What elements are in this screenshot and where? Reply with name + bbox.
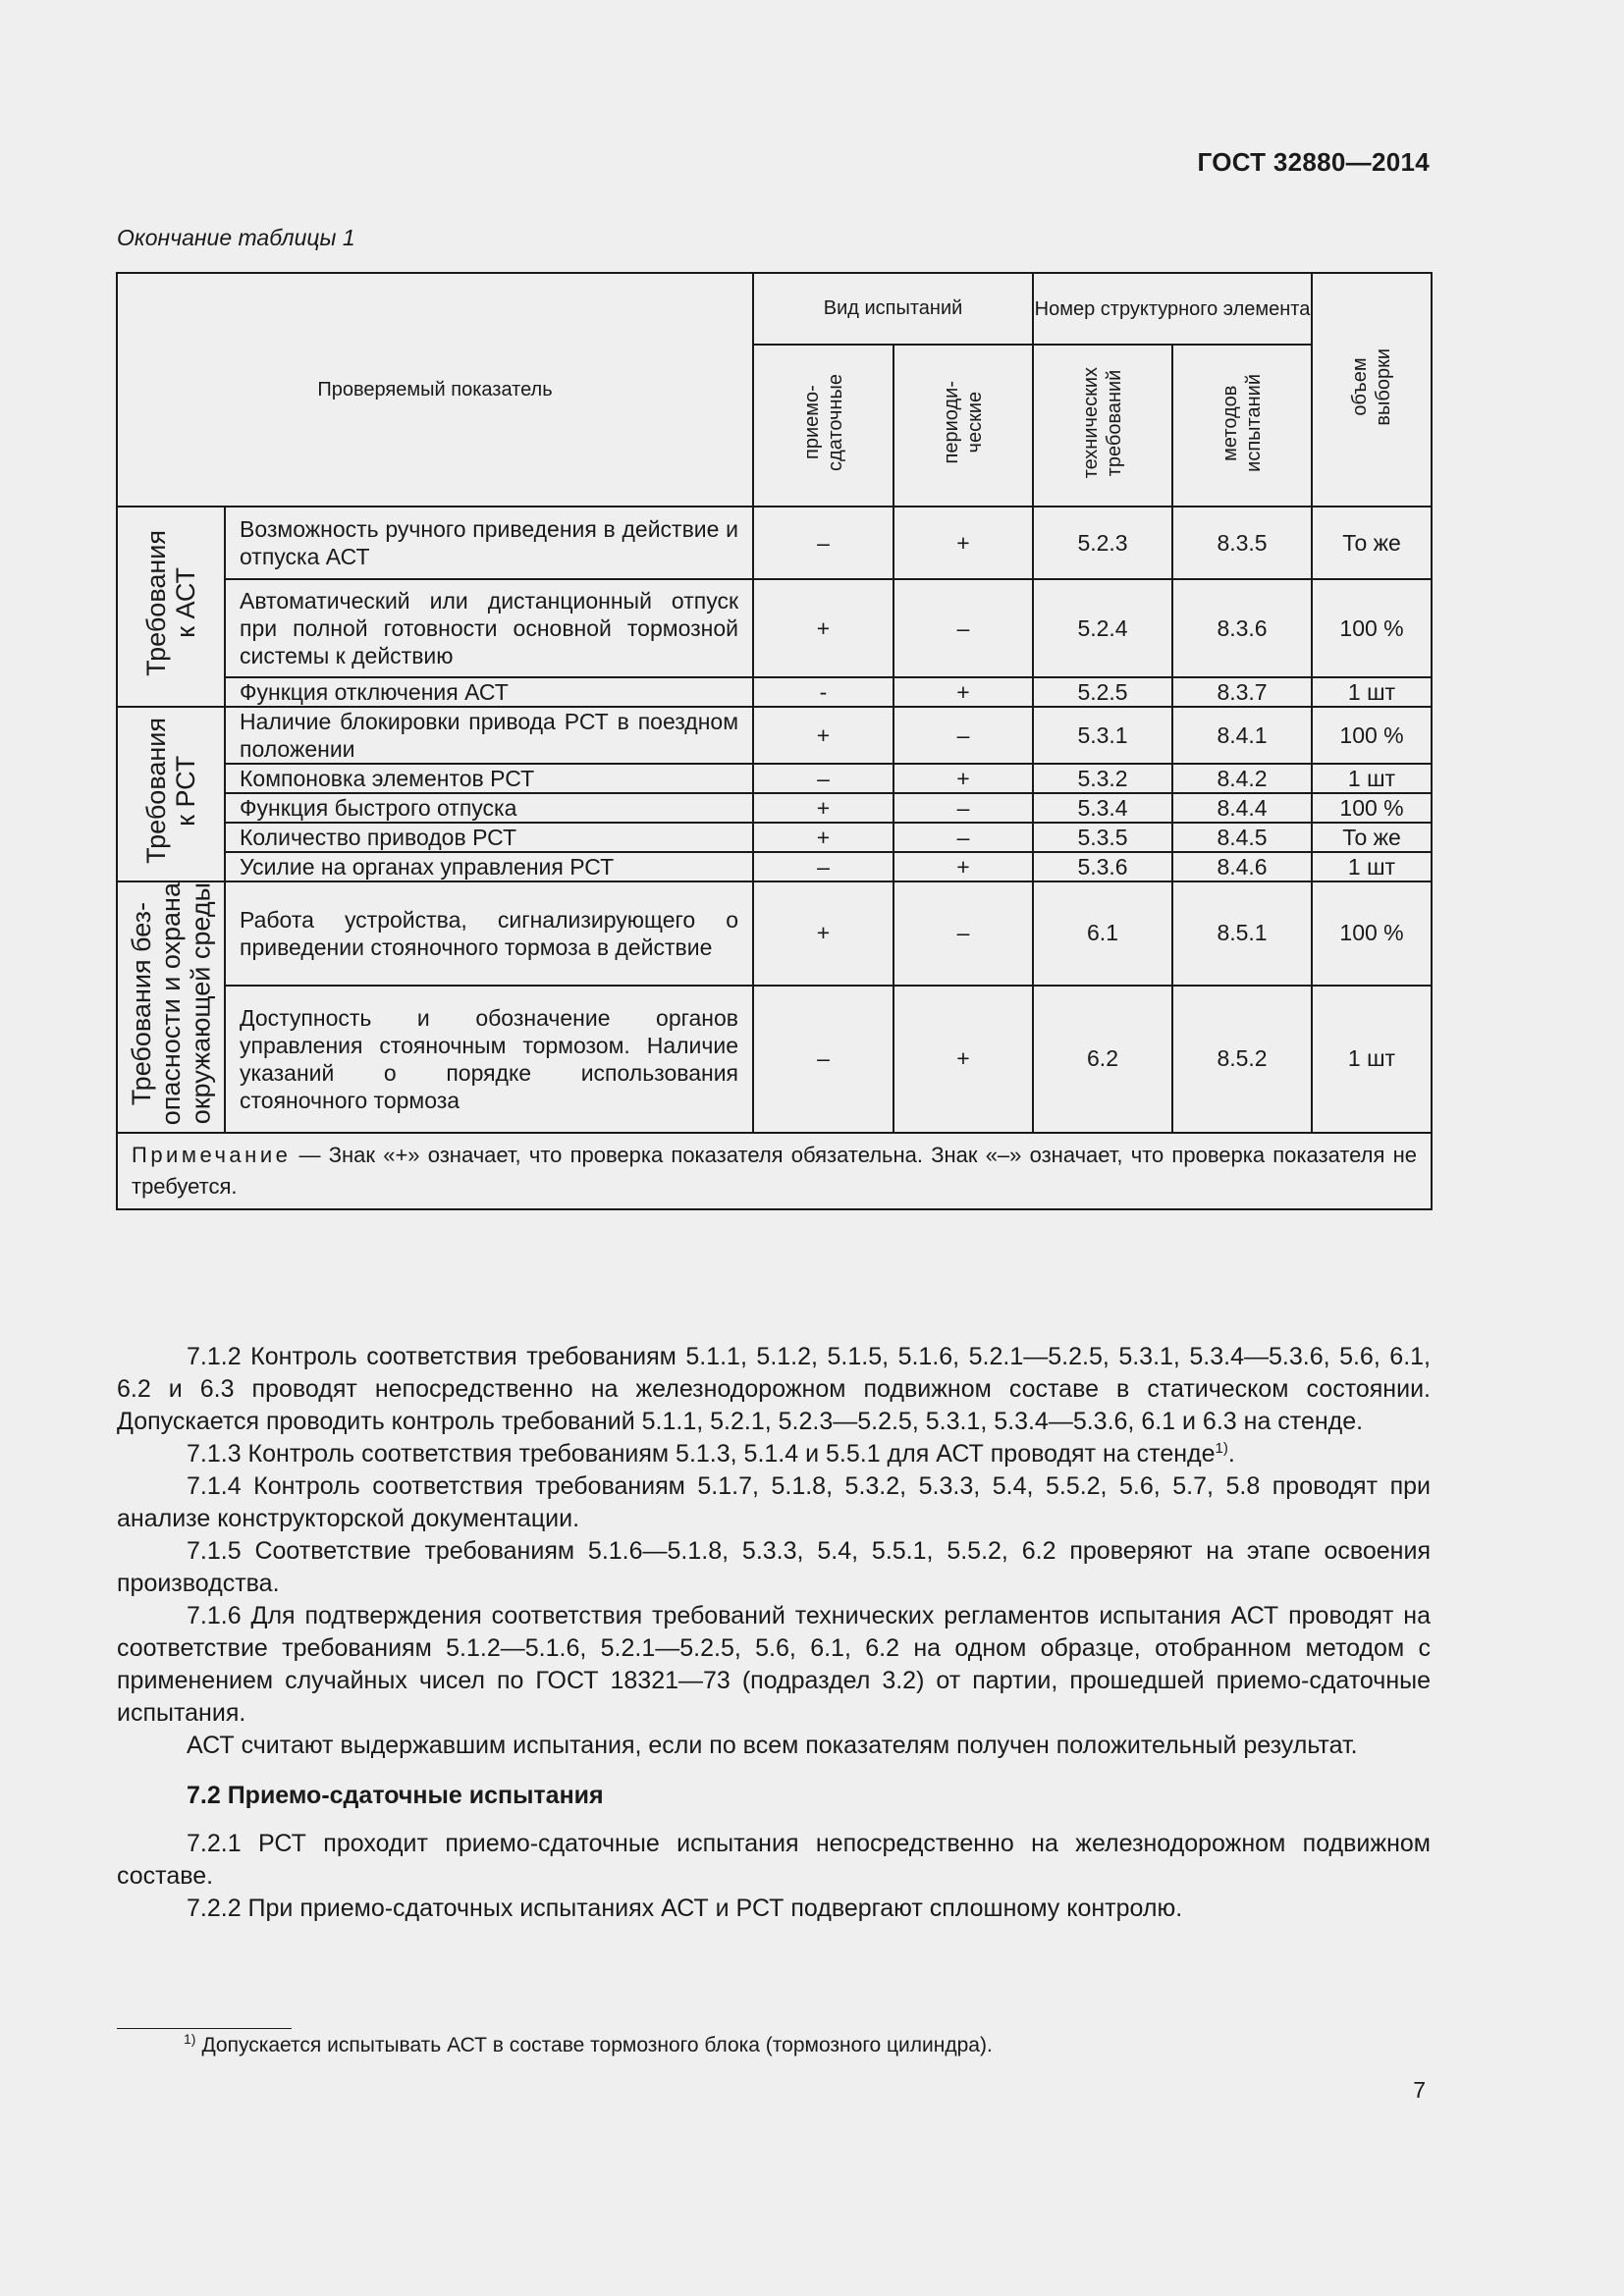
indicator-cell: Компоновка элементов РСТ	[225, 764, 753, 793]
tech-req-cell: 5.3.4	[1033, 793, 1172, 823]
acceptance-cell: +	[753, 823, 893, 852]
test-method-cell: 8.4.2	[1172, 764, 1312, 793]
header-indicator: Проверяемый показатель	[117, 273, 753, 507]
sample-size-cell: 100 %	[1312, 881, 1432, 986]
table-row	[117, 707, 1432, 764]
indicator-cell: Количество приводов РСТ	[225, 823, 753, 852]
paragraph-7-1-5: 7.1.5 Соответствие требованиям 5.1.6—5.1.8, 5.3.3, 5.4, 5.5.1, 5.5.2, 6.2 проверяют на этапе освоения производства.	[117, 1537, 1431, 1597]
table-row	[117, 677, 1432, 707]
footnote-ref[interactable]: 1)	[1215, 1440, 1228, 1457]
periodic-cell: –	[893, 707, 1033, 764]
note-label: Примечание	[132, 1143, 292, 1168]
header-test-methods-cell	[1172, 345, 1312, 507]
test-method-cell: 8.4.4	[1172, 793, 1312, 823]
periodic-cell: –	[893, 823, 1033, 852]
header-sample-size-cell	[1312, 273, 1432, 507]
paragraph-7-1-3	[117, 1438, 1431, 1470]
indicator-cell: Работа устройства, сигнализирующего о приведении стояночного тормоза в действие	[225, 881, 753, 986]
header-periodic-cell	[893, 345, 1033, 507]
header-acceptance: приемо- сдаточные	[800, 374, 846, 471]
table-row	[117, 823, 1432, 852]
sample-size-cell: 100 %	[1312, 707, 1432, 764]
acceptance-cell: +	[753, 579, 893, 677]
table-row	[117, 881, 1432, 986]
indicator-cell: Доступность и обозначение органов управления стояночным тормозом. Наличие указаний о порядке использования стояночного тормоза	[225, 986, 753, 1134]
test-method-cell: 8.3.6	[1172, 579, 1312, 677]
test-method-cell: 8.3.7	[1172, 677, 1312, 707]
footnote-marker: 1)	[184, 2031, 196, 2047]
periodic-cell: –	[893, 579, 1033, 677]
acceptance-cell: –	[753, 986, 893, 1134]
table-note	[117, 1133, 1432, 1209]
tech-req-cell: 5.3.1	[1033, 707, 1172, 764]
periodic-cell: +	[893, 986, 1033, 1134]
paragraph-7-1-4: 7.1.4 Контроль соответствия требованиям 5.1.7, 5.1.8, 5.3.2, 5.3.3, 5.4, 5.5.2, 5.6, 5.7, 5.8 проводят при анализе конструкторской документации.	[117, 1472, 1431, 1532]
footnote	[184, 2031, 993, 2057]
sample-size-cell: 1 шт	[1312, 677, 1432, 707]
section-heading-7-2: 7.2 Приемо-сдаточные испытания	[187, 1782, 604, 1809]
tech-req-cell: 5.2.3	[1033, 507, 1172, 579]
paragraph-7-1-3-end: .	[1227, 1440, 1235, 1468]
test-method-cell: 8.3.5	[1172, 507, 1312, 579]
test-method-cell: 8.5.1	[1172, 881, 1312, 986]
header-periodic: периоди- ческие	[941, 381, 987, 464]
tech-req-cell: 5.3.5	[1033, 823, 1172, 852]
tech-req-cell: 5.2.4	[1033, 579, 1172, 677]
header-test-type: Вид испытаний	[753, 273, 1033, 345]
acceptance-cell: –	[753, 852, 893, 881]
tech-req-cell: 5.3.2	[1033, 764, 1172, 793]
group-label-cell	[117, 507, 225, 707]
sample-size-cell: 1 шт	[1312, 986, 1432, 1134]
group-label: Требования к АСТ	[140, 530, 200, 676]
group-label-cell	[117, 881, 225, 1133]
indicator-cell: Функция отключения АСТ	[225, 677, 753, 707]
footnote-text: Допускается испытывать АСТ в составе тормозного блока (тормозного цилиндра).	[201, 2034, 993, 2056]
footnote-divider	[117, 2028, 292, 2029]
paragraph-7-1-2: 7.1.2 Контроль соответствия требованиям 5.1.1, 5.1.2, 5.1.5, 5.1.6, 5.2.1—5.2.5, 5.3.1, 5.3.4—5.3.6, 5.6, 6.1, 6.2 и 6.3 проводят непосредственно на железнодорожном подвижном составе в статическом состоянии. Допускается проводить контроль требований 5.1.1, 5.2.1, 5.2.3—5.2.5, 5.3.1, 5.3.4—5.3.6, 6.1 и 6.3 на стенде.	[117, 1343, 1431, 1435]
test-method-cell: 8.4.6	[1172, 852, 1312, 881]
test-method-cell: 8.4.5	[1172, 823, 1312, 852]
paragraph-7-1-6-result: АСТ считают выдержавшим испытания, если по всем показателям получен положительный результат.	[187, 1732, 1358, 1759]
periodic-cell: +	[893, 677, 1033, 707]
header-acceptance-cell	[753, 345, 893, 507]
paragraph-7-1-6: 7.1.6 Для подтверждения соответствия требований технических регламентов испытания АСТ проводят на соответствие требованиям 5.1.2—5.1.6, 5.2.1—5.2.5, 5.6, 6.1, 6.2 на одном образце, отобранном методом с применением случайных чисел по ГОСТ 18321—73 (подраздел 3.2) от партии, прошедшей приемо-сдаточные испытания.	[117, 1602, 1431, 1727]
header-sample-size: объем выборки	[1349, 347, 1395, 426]
group-label: Требования без- опасности и охрана окружающей среды	[126, 882, 216, 1126]
group-label: Требования к РСТ	[140, 718, 200, 864]
table-row	[117, 764, 1432, 793]
indicator-cell: Усилие на органах управления РСТ	[225, 852, 753, 881]
sample-size-cell: То же	[1312, 823, 1432, 852]
acceptance-cell: -	[753, 677, 893, 707]
paragraph-7-2-2: 7.2.2 При приемо-сдаточных испытаниях АСТ и РСТ подвергают сплошному контролю.	[187, 1895, 1183, 1922]
note-text: — Знак «+» означает, что проверка показателя обязательна. Знак «–» означает, что проверка показателя не требуется.	[132, 1143, 1418, 1200]
header-test-methods: методов испытаний	[1219, 373, 1266, 472]
sample-size-cell: То же	[1312, 507, 1432, 579]
tech-req-cell: 6.2	[1033, 986, 1172, 1134]
test-table	[116, 272, 1433, 1210]
periodic-cell: +	[893, 507, 1033, 579]
indicator-cell: Автоматический или дистанционный отпуск при полной готовности основной тормозной системы к действию	[225, 579, 753, 677]
tech-req-cell: 5.3.6	[1033, 852, 1172, 881]
table-row	[117, 793, 1432, 823]
page-number: 7	[1413, 2077, 1426, 2103]
periodic-cell: –	[893, 793, 1033, 823]
table-caption: Окончание таблицы 1	[117, 225, 355, 250]
group-label-cell	[117, 707, 225, 881]
periodic-cell: +	[893, 852, 1033, 881]
paragraph-7-2-1: 7.2.1 РСТ проходит приемо-сдаточные испытания непосредственно на железнодорожном подвижном составе.	[117, 1830, 1431, 1890]
body-text	[117, 1341, 1431, 1925]
paragraph-7-1-3-text: 7.1.3 Контроль соответствия требованиям 5.1.3, 5.1.4 и 5.5.1 для АСТ проводят на стенде	[187, 1440, 1216, 1468]
acceptance-cell: +	[753, 793, 893, 823]
acceptance-cell: –	[753, 764, 893, 793]
sample-size-cell: 1 шт	[1312, 764, 1432, 793]
indicator-cell: Функция быстрого отпуска	[225, 793, 753, 823]
sample-size-cell: 1 шт	[1312, 852, 1432, 881]
table-row	[117, 986, 1432, 1134]
header-tech-req: технических требований	[1080, 366, 1126, 479]
table-row	[117, 507, 1432, 579]
acceptance-cell: –	[753, 507, 893, 579]
periodic-cell: +	[893, 764, 1033, 793]
indicator-cell: Наличие блокировки привода РСТ в поездном положении	[225, 707, 753, 764]
tech-req-cell: 5.2.5	[1033, 677, 1172, 707]
indicator-cell: Возможность ручного приведения в действие и отпуска АСТ	[225, 507, 753, 579]
test-method-cell: 8.5.2	[1172, 986, 1312, 1134]
acceptance-cell: +	[753, 881, 893, 986]
sample-size-cell: 100 %	[1312, 579, 1432, 677]
header-struct-element: Номер структурного элемента	[1033, 273, 1312, 345]
acceptance-cell: +	[753, 707, 893, 764]
table-row	[117, 852, 1432, 881]
sample-size-cell: 100 %	[1312, 793, 1432, 823]
standard-header: ГОСТ 32880—2014	[1197, 147, 1430, 177]
tech-req-cell: 6.1	[1033, 881, 1172, 986]
periodic-cell: –	[893, 881, 1033, 986]
header-tech-req-cell	[1033, 345, 1172, 507]
table-row	[117, 579, 1432, 677]
test-method-cell: 8.4.1	[1172, 707, 1312, 764]
